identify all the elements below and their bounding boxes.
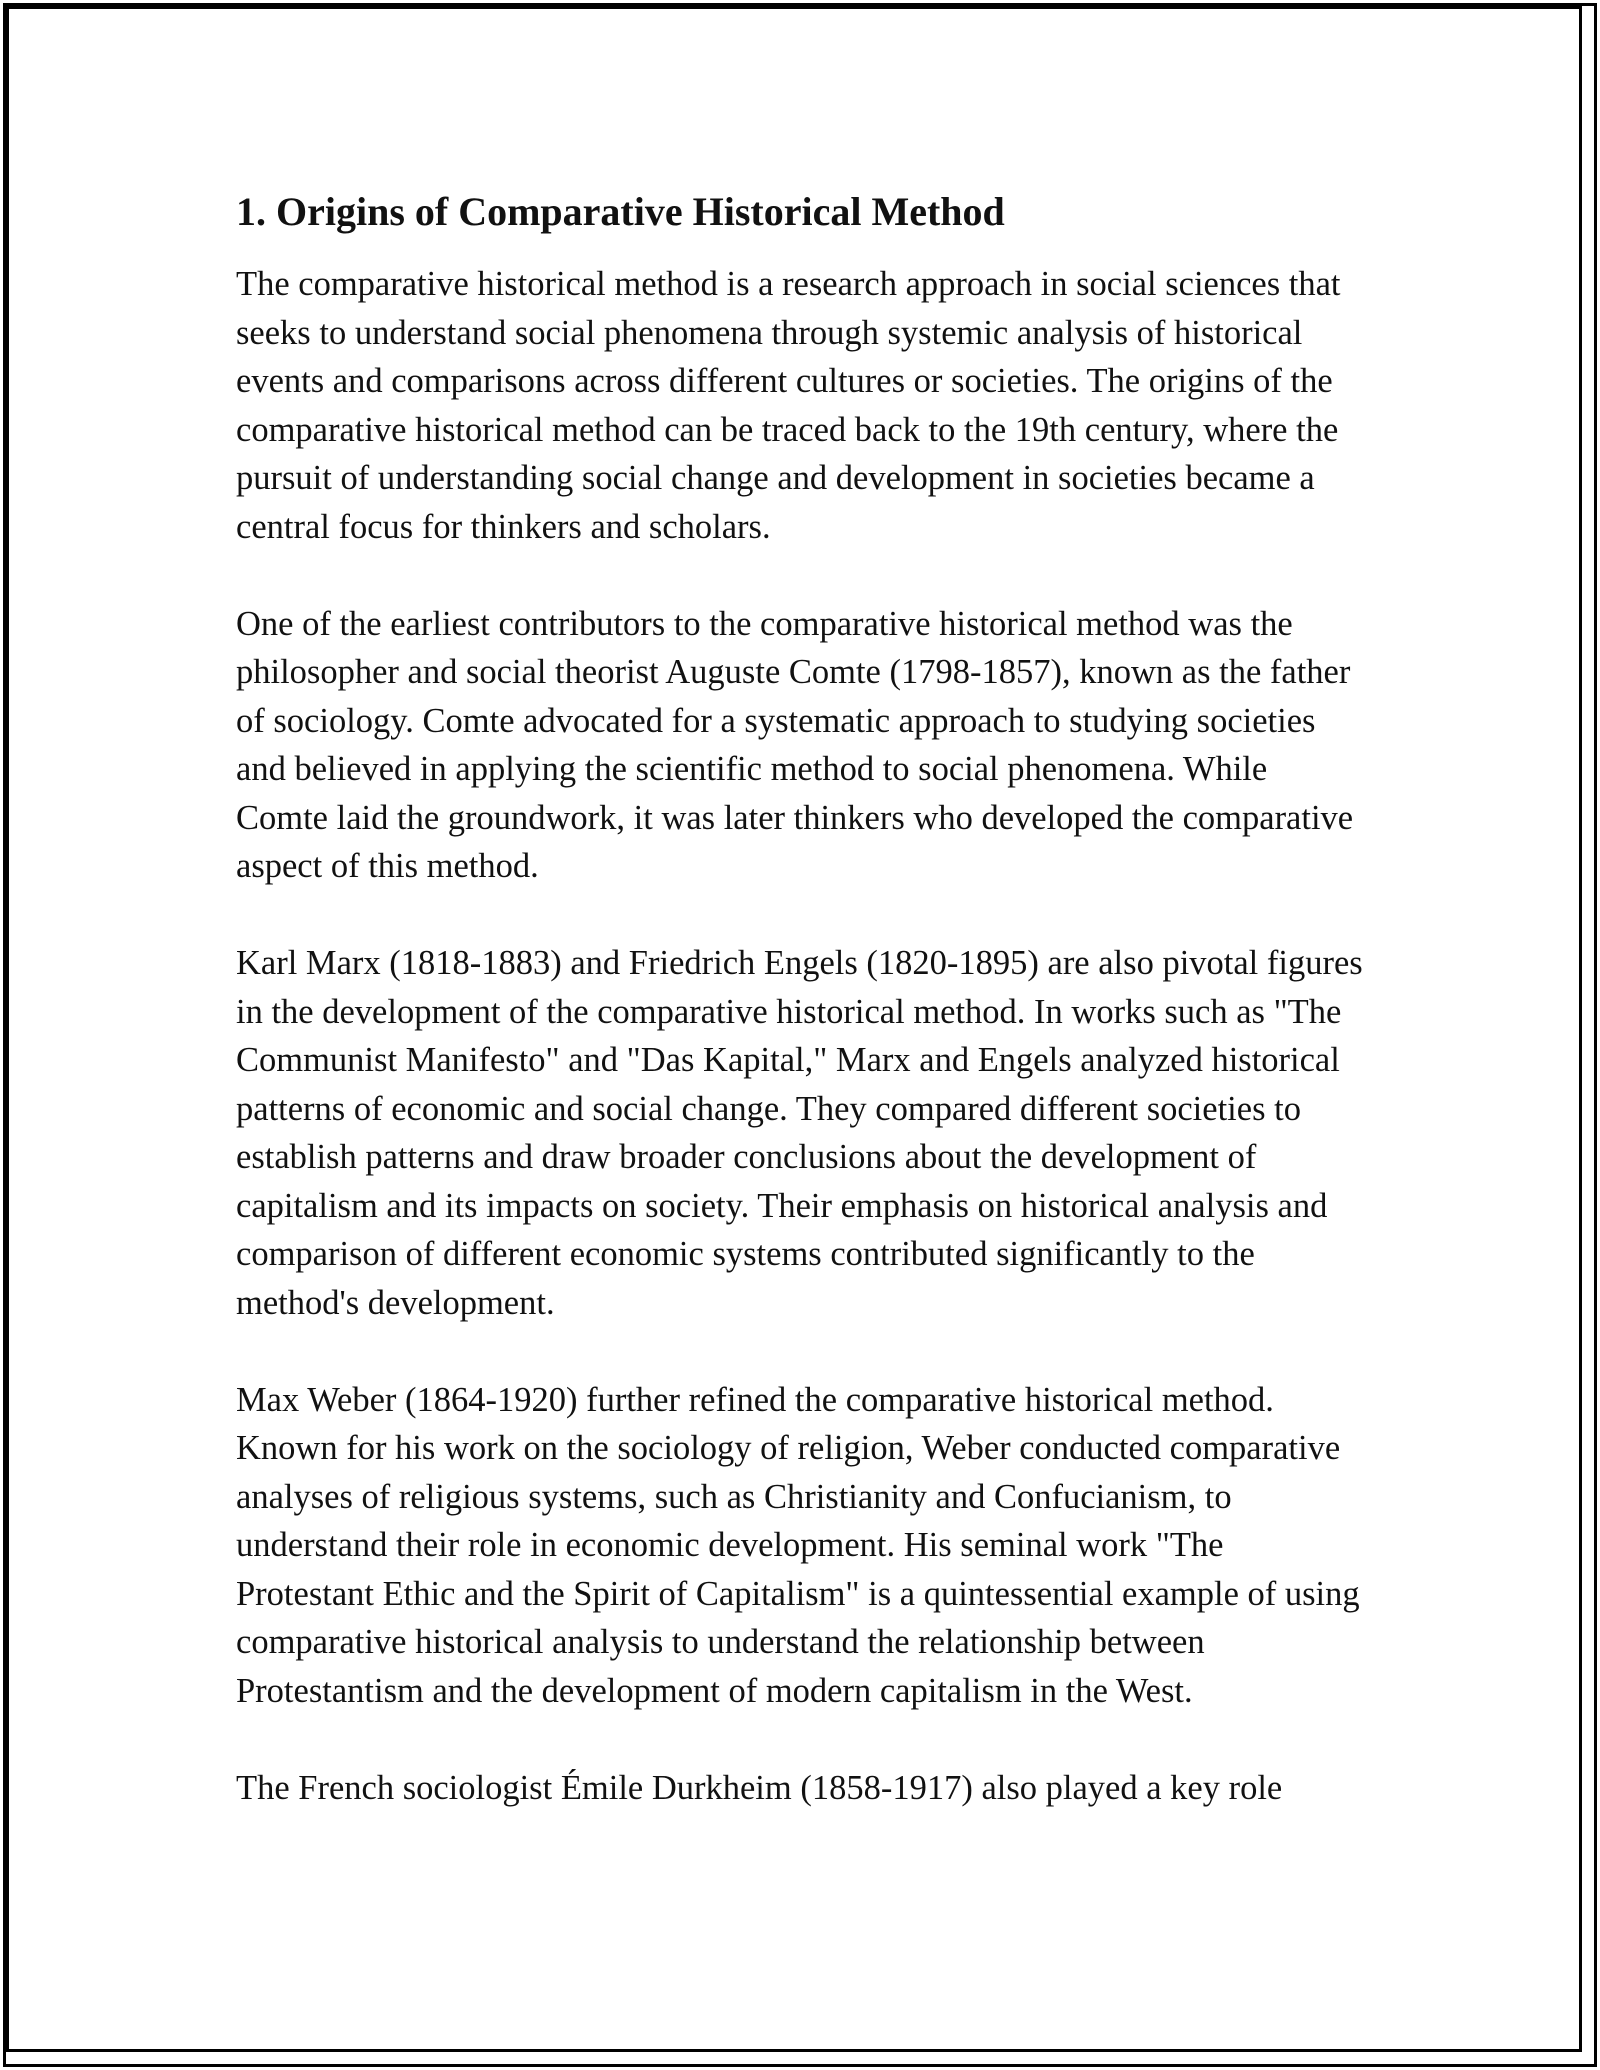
paragraph-weber: Max Weber (1864-1920) further refined the comparative historical method. Known for his work on the sociology of religion, Weber conducted comparative analyses of religious systems, such as Christianity and Confucianism, to understand their role in economic development. His seminal work "The Protestant Ethic and the Spirit of Capitalism" is a quintessential example of using comparative historical analysis to understand the relationship between Protestantism and the development of modern capitalism in the West. [236, 1380, 1360, 1710]
paragraph-comte: One of the earliest contributors to the comparative historical method was the philosopher and social theorist Auguste Comte (1798-1857), known as the father of sociology. Comte advocated for a systematic approach to studying societies and believed in applying the scientific method to social phenomena. While Comte laid the groundwork, it was later thinkers who developed the comparative aspect of this method. [236, 604, 1354, 885]
document-body [236, 186, 1366, 1861]
paragraph-durkheim: The French sociologist Émile Durkheim (1858-1917) also played a key role [236, 1768, 1283, 1807]
paragraph-marx-engels: Karl Marx (1818-1883) and Friedrich Engels (1820-1895) are also pivotal figures in the development of the comparative historical method. In works such as "The Communist Manifesto" and "Das Kapital," Marx and Engels analyzed historical patterns of economic and social change. They compared different societies to establish patterns and draw broader conclusions about the development of capitalism and its impacts on society. Their emphasis on historical analysis and comparison of different economic systems contributed significantly to the method's development. [236, 944, 1363, 1322]
section-heading: 1. Origins of Comparative Historical Method [236, 189, 1005, 234]
paragraph-intro: The comparative historical method is a research approach in social sciences that seeks to understand social phenomena through systemic analysis of historical events and comparisons across different cultures or societies. The origins of the comparative historical method can be traced back to the 19th century, where the pursuit of understanding social change and development in societies became a central focus for thinkers and scholars. [236, 265, 1341, 546]
